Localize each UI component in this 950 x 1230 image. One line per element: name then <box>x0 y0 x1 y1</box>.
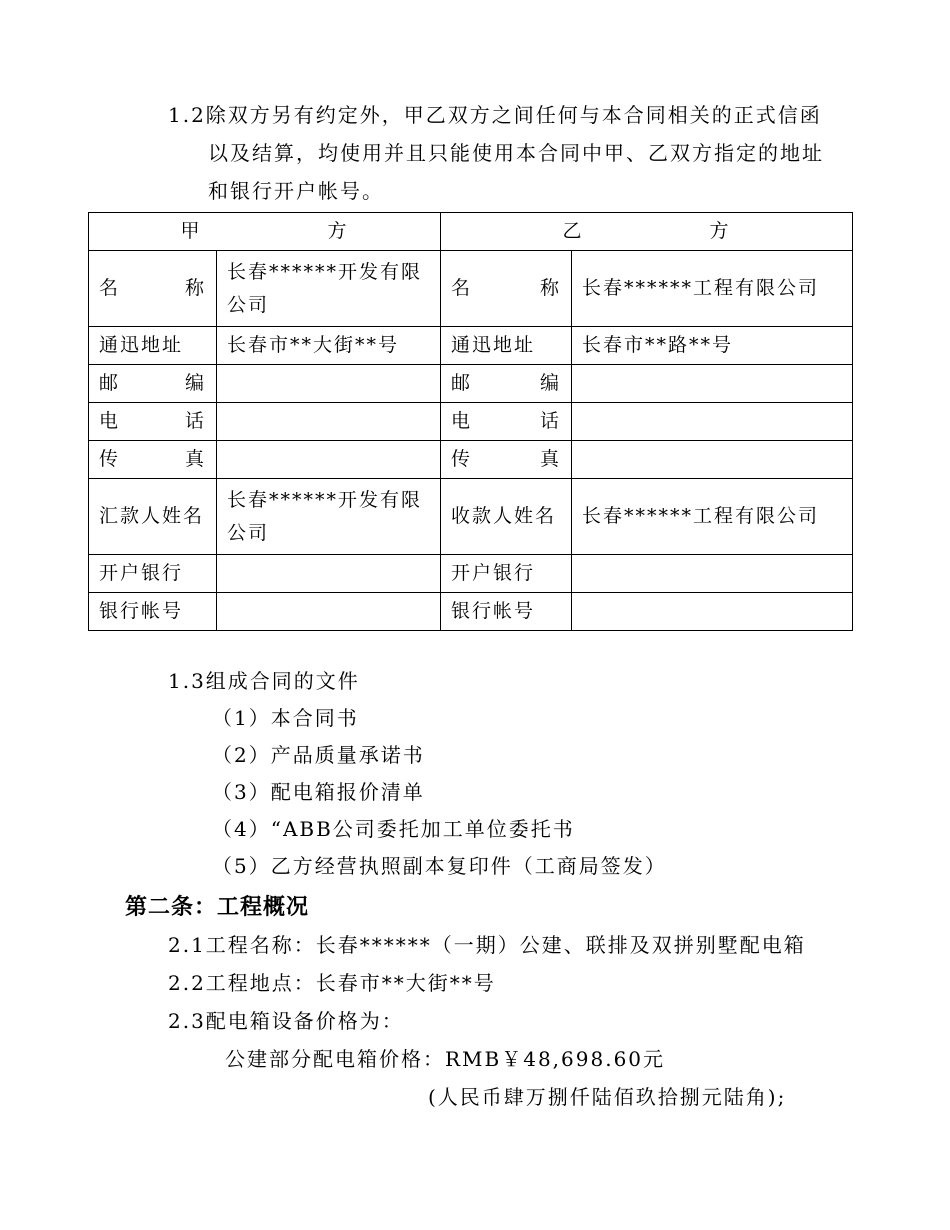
b-label: 名 称 <box>441 251 572 327</box>
party-a-header: 甲 方 <box>89 213 441 251</box>
b-value: 长春******工程有限公司 <box>572 479 853 555</box>
a-value: 长春******开发有限公司 <box>217 251 441 327</box>
b-value <box>572 441 853 479</box>
list-item: （2）产品质量承诺书 <box>212 743 425 767</box>
list-item: （3）配电箱报价清单 <box>212 780 425 804</box>
line-2-1: 2.1工程名称：长春******（一期）公建、联排及双拼别墅配电箱 <box>168 933 806 957</box>
a-label: 汇款人姓名 <box>89 479 217 555</box>
clause-1-2-line1: 1.2除双方另有约定外，甲乙双方之间任何与本合同相关的正式信函 <box>168 103 822 127</box>
b-value: 长春******工程有限公司 <box>572 251 853 327</box>
b-label: 通迅地址 <box>441 327 572 365</box>
article-2-heading: 第二条：工程概况 <box>125 894 310 920</box>
clause-1-3-title: 1.3组成合同的文件 <box>168 669 360 693</box>
a-label: 名 称 <box>89 251 217 327</box>
b-value <box>572 555 853 593</box>
b-label: 银行帐号 <box>441 593 572 631</box>
table-row <box>89 365 853 403</box>
a-value <box>217 403 441 441</box>
clause-1-2-line3: 和银行开户帐号。 <box>208 179 384 203</box>
line-2-3: 2.3配电箱设备价格为： <box>168 1009 404 1033</box>
table-row <box>89 593 853 631</box>
b-label: 邮 编 <box>441 365 572 403</box>
a-value <box>217 555 441 593</box>
a-label: 通迅地址 <box>89 327 217 365</box>
clause-1-2-line2: 以及结算，均使用并且只能使用本合同中甲、乙双方指定的地址 <box>208 141 824 165</box>
line-2-2: 2.2工程地点：长春市**大街**号 <box>168 971 496 995</box>
table-row <box>89 403 853 441</box>
a-label: 电 话 <box>89 403 217 441</box>
a-value <box>217 365 441 403</box>
list-item: （1）本合同书 <box>212 706 359 730</box>
a-value: 长春******开发有限公司 <box>217 479 441 555</box>
a-label: 邮 编 <box>89 365 217 403</box>
a-label: 开户银行 <box>89 555 217 593</box>
table-row <box>89 441 853 479</box>
a-label: 传 真 <box>89 441 217 479</box>
price-words: (人民币肆万捌仟陆佰玖拾捌元陆角); <box>428 1085 787 1109</box>
b-label: 传 真 <box>441 441 572 479</box>
b-label: 开户银行 <box>441 555 572 593</box>
b-value: 长春市**路**号 <box>572 327 853 365</box>
price-line: 公建部分配电箱价格：RMB￥48,698.60元 <box>225 1047 666 1071</box>
list-item: （5）乙方经营执照副本复印件（工商局签发） <box>212 854 667 878</box>
a-value <box>217 593 441 631</box>
b-value <box>572 403 853 441</box>
party-b-header: 乙 方 <box>441 213 853 251</box>
table-row <box>89 555 853 593</box>
party-info-table <box>88 212 853 631</box>
b-value <box>572 593 853 631</box>
table-row <box>89 251 853 327</box>
a-value <box>217 441 441 479</box>
b-label: 收款人姓名 <box>441 479 572 555</box>
table-row <box>89 327 853 365</box>
a-value: 长春市**大街**号 <box>217 327 441 365</box>
list-item: （4）“ABB公司委托加工单位委托书 <box>212 817 575 841</box>
b-label: 电 话 <box>441 403 572 441</box>
table-row <box>89 479 853 555</box>
b-value <box>572 365 853 403</box>
a-label: 银行帐号 <box>89 593 217 631</box>
